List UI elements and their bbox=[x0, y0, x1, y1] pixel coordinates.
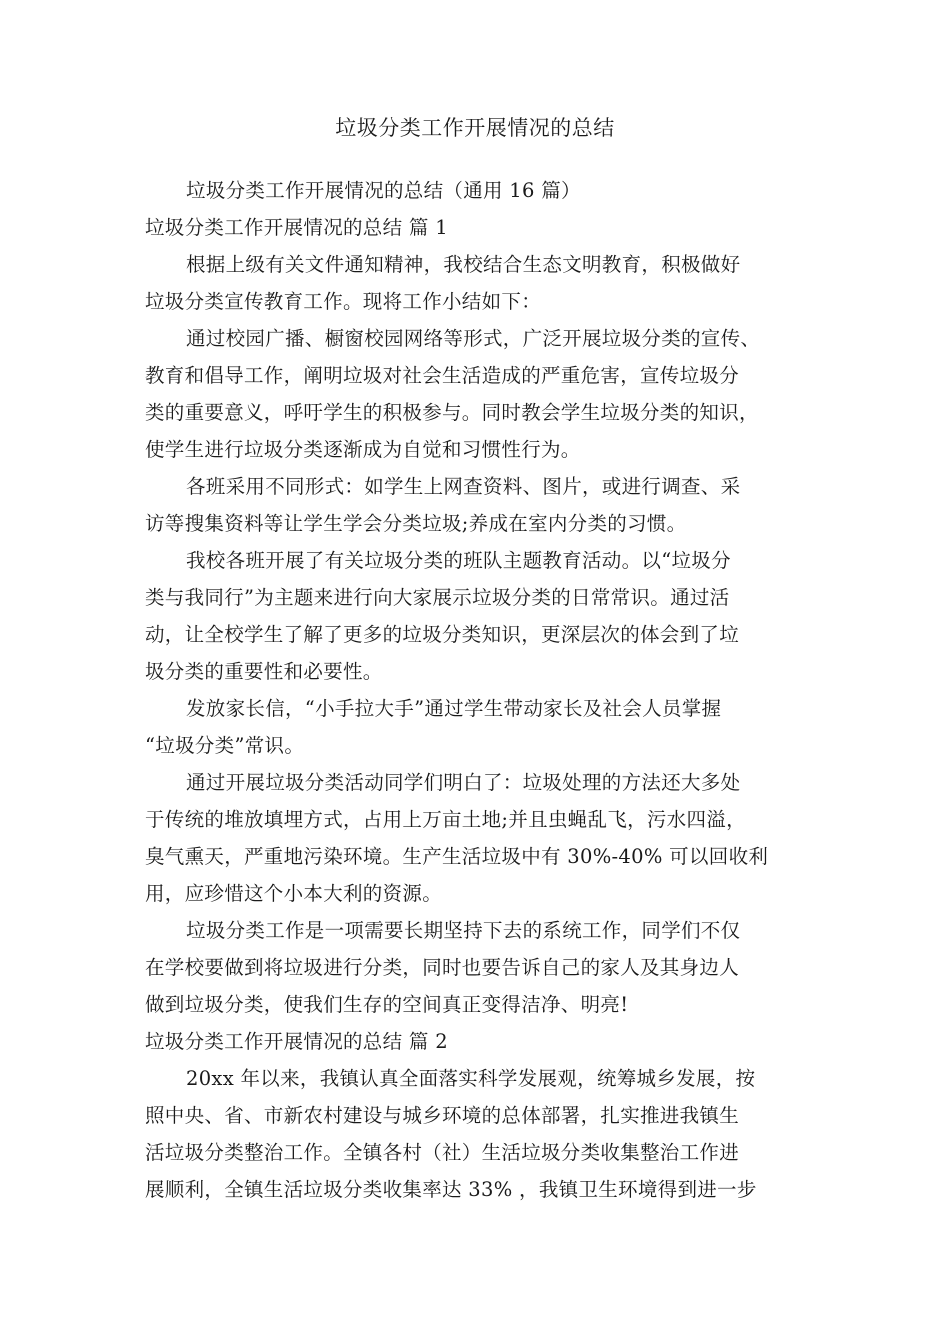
text-line: 通过开展垃圾分类活动同学们明白了：垃圾处理的方法还大多处 bbox=[186, 771, 741, 794]
text-line: 各班采用不同形式：如学生上网查资料、图片，或进行调查、采 bbox=[186, 475, 741, 498]
text-line: 照中央、省、市新农村建设与城乡环境的总体部署，扎实推进我镇生 bbox=[145, 1104, 740, 1127]
text-line: 在学校要做到将垃圾进行分类，同时也要告诉自己的家人及其身边人 bbox=[145, 956, 740, 979]
text-line: 臭气熏天，严重地污染环境。生产生活垃圾中有 30%-40% 可以回收利 bbox=[145, 845, 769, 868]
text-line: 做到垃圾分类，使我们生存的空间真正变得洁净、明亮! bbox=[145, 993, 629, 1016]
text-line: 活垃圾分类整治工作。全镇各村（社）生活垃圾分类收集整治工作进 bbox=[145, 1141, 740, 1164]
text-line: 通过校园广播、橱窗校园网络等形式，广泛开展垃圾分类的宣传、 bbox=[186, 327, 761, 350]
document-body bbox=[145, 172, 825, 1208]
text-line: 20xx 年以来，我镇认真全面落实科学发展观，统筹城乡发展，按 bbox=[186, 1067, 756, 1090]
text-line: 根据上级有关文件通知精神，我校结合生态文明教育，积极做好 bbox=[186, 253, 741, 276]
text-line: 教育和倡导工作，阐明垃圾对社会生活造成的严重危害，宣传垃圾分 bbox=[145, 364, 740, 387]
text-line: 使学生进行垃圾分类逐渐成为自觉和习惯性行为。 bbox=[145, 438, 581, 461]
text-line: “垃圾分类”常识。 bbox=[145, 734, 305, 757]
text-line: 垃圾分类工作开展情况的总结（通用 16 篇） bbox=[186, 179, 581, 202]
text-line: 类的重要意义，呼吁学生的积极参与。同时教会学生垃圾分类的知识， bbox=[145, 401, 759, 424]
text-line: 访等搜集资料等让学生学会分类垃圾;养成在室内分类的习惯。 bbox=[145, 512, 687, 535]
text-line: 动，让全校学生了解了更多的垃圾分类知识，更深层次的体会到了垃 bbox=[145, 623, 740, 646]
text-line: 发放家长信，“小手拉大手”通过学生带动家长及社会人员掌握 bbox=[186, 697, 722, 720]
text-line: 用，应珍惜这个小本大利的资源。 bbox=[145, 882, 443, 905]
text-line: 展顺利，全镇生活垃圾分类收集率达 33% ，我镇卫生环境得到进一步 bbox=[145, 1178, 757, 1201]
text-line: 类与我同行”为主题来进行向大家展示垃圾分类的日常常识。通过活 bbox=[145, 586, 730, 609]
text-line: 垃圾分类工作开展情况的总结 篇 2 bbox=[145, 1030, 448, 1053]
text-line: 圾分类的重要性和必要性。 bbox=[145, 660, 383, 683]
text-line: 我校各班开展了有关垃圾分类的班队主题教育活动。以“垃圾分 bbox=[186, 549, 731, 572]
text-line: 垃圾分类工作开展情况的总结 篇 1 bbox=[145, 216, 448, 239]
text-line: 垃圾分类工作是一项需要长期坚持下去的系统工作，同学们不仅 bbox=[186, 919, 741, 942]
document-title: 垃圾分类工作开展情况的总结 bbox=[335, 116, 615, 140]
text-line: 于传统的堆放填埋方式，占用上万亩土地;并且虫蝇乱飞，污水四溢， bbox=[145, 808, 746, 831]
text-line: 垃圾分类宣传教育工作。现将工作小结如下： bbox=[145, 290, 542, 313]
